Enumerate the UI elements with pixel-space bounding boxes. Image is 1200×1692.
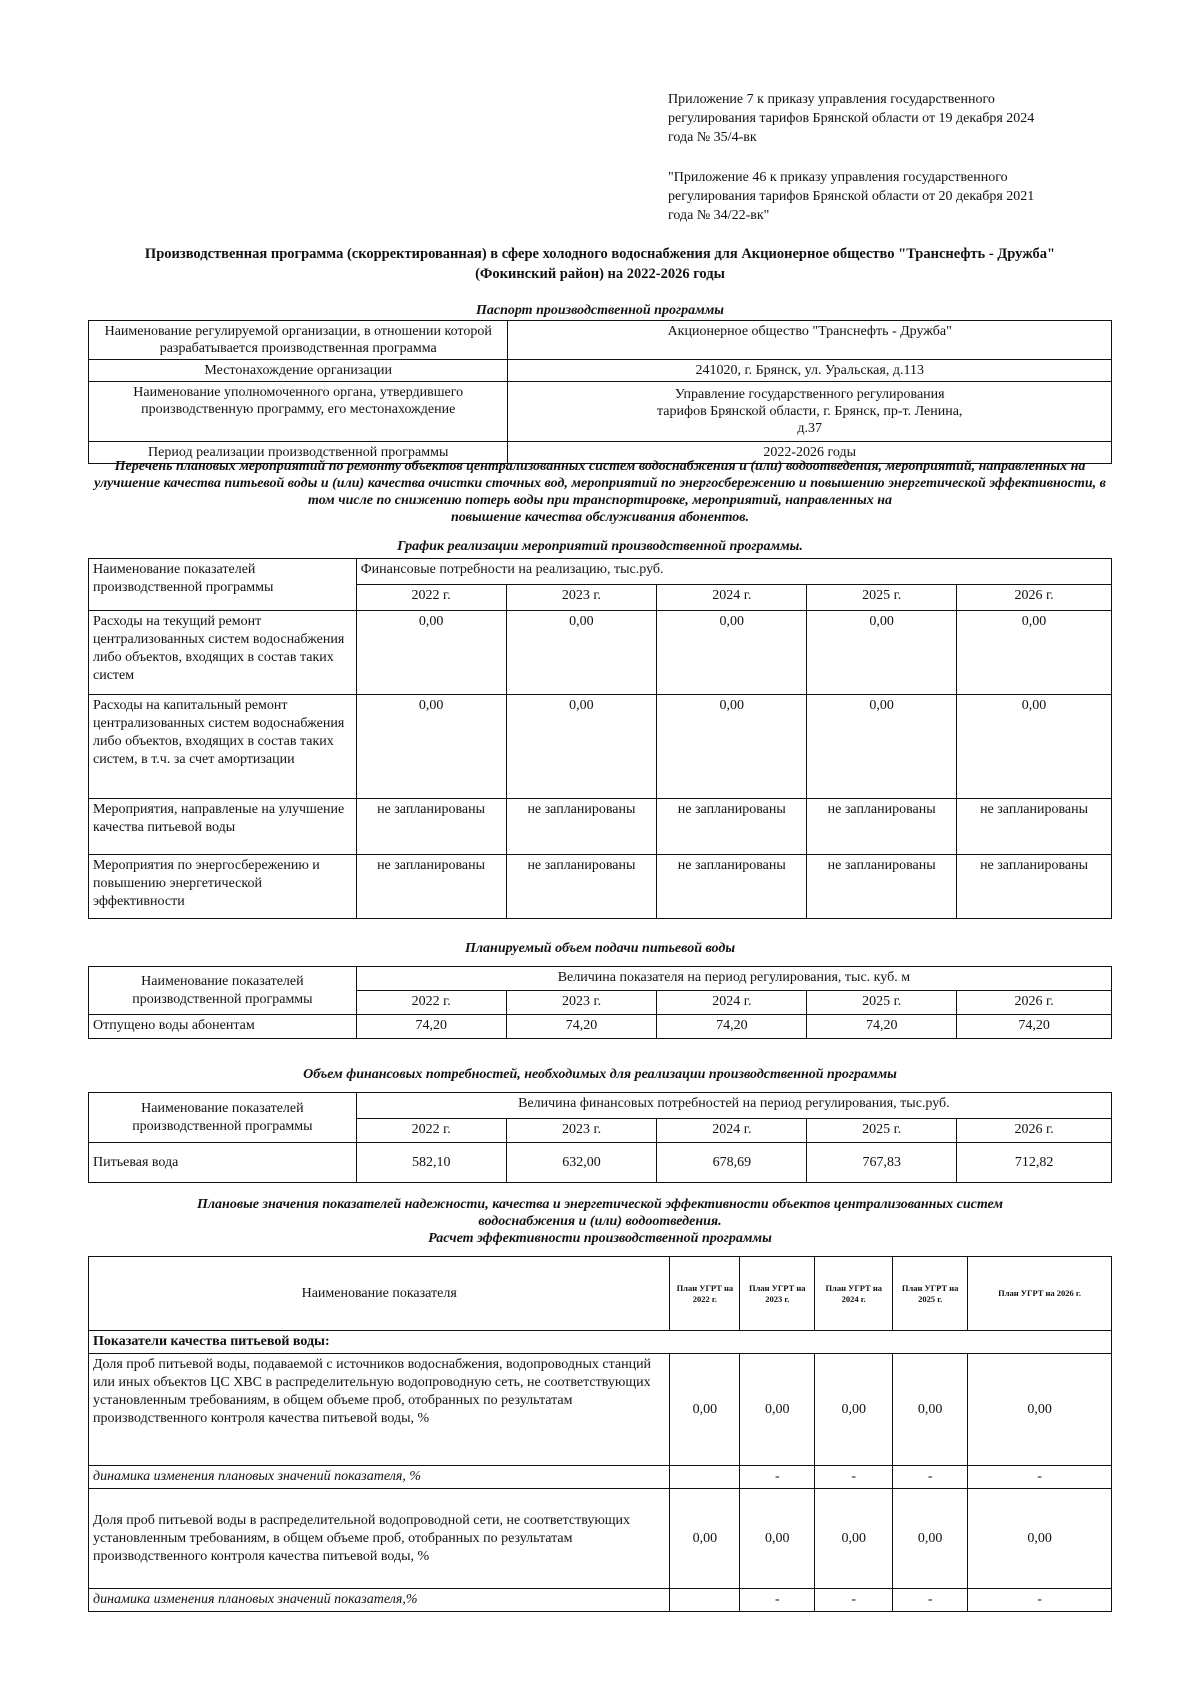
passport-label: Наименование регулируемой организации, в отношении которой разрабатывается производственная программа <box>89 321 508 360</box>
header-line: регулирования тарифов Брянской области от 20 декабря 2021 <box>668 189 1035 204</box>
cell-value: 767,83 <box>807 1143 957 1183</box>
year-header: 2022 г. <box>356 1119 506 1143</box>
passport-value: 241020, г. Брянск, ул. Уральская, д.113 <box>508 360 1112 382</box>
cell-value: 0,00 <box>968 1489 1112 1589</box>
cell-value: - <box>968 1589 1112 1612</box>
cell-value: 0,00 <box>815 1489 893 1589</box>
passport-label: Период реализации производственной программы <box>89 442 508 464</box>
year-header: 2025 г. <box>807 991 957 1015</box>
cell-value: 74,20 <box>506 1015 657 1039</box>
cell-value: 0,00 <box>657 695 807 799</box>
section-heading: Показатели качества питьевой воды: <box>89 1331 1112 1354</box>
row-label: Расходы на капитальный ремонт централизованных систем водоснабжения либо объектов, входящих в состав таких систем, в т.ч. за счет амортизации <box>89 695 357 799</box>
cell-value: 0,00 <box>957 695 1112 799</box>
table-row <box>89 382 1112 442</box>
cell-value: 582,10 <box>356 1143 506 1183</box>
table-row <box>89 360 1112 382</box>
row-label: Доля проб питьевой воды, подаваемой с источников водоснабжения, водопроводных станций или иных объектов ЦС ХВС в распределительную водопроводную сеть, не соответствующих установленным требованиям, в общем объеме проб, отобранных по результатам производственного контроля качества питьевой воды, % <box>89 1354 670 1466</box>
cell-value: 712,82 <box>957 1143 1112 1183</box>
cell-value: 74,20 <box>356 1015 506 1039</box>
cell-value: 0,00 <box>356 695 506 799</box>
plan-col-header: План УГРТ на 2025 г. <box>893 1257 968 1331</box>
schedule-col-label: Наименование показателей производственной программы <box>89 559 357 611</box>
supply-table <box>88 966 1112 1039</box>
row-label: Отпущено воды абонентам <box>89 1015 357 1039</box>
passport-value: Управление государственного регулирования тарифов Брянской области, г. Брянск, пр-т. Ленина, д.37 <box>508 382 1112 442</box>
title-line: (Фокинский район) на 2022-2026 годы <box>475 266 725 282</box>
cell-value: 678,69 <box>657 1143 807 1183</box>
caption-line: водоснабжения и (или) водоотведения. <box>478 1214 722 1229</box>
year-header: 2024 г. <box>657 585 807 611</box>
cell-value: не запланированы <box>957 855 1112 919</box>
header-line: "Приложение 46 к приказу управления государственного <box>668 170 1008 185</box>
table-row <box>89 321 1112 360</box>
table-row <box>89 799 1112 855</box>
cell-value: не запланированы <box>356 855 506 919</box>
cell-value: не запланированы <box>807 799 957 855</box>
year-header: 2023 г. <box>506 1119 657 1143</box>
row-label: динамика изменения плановых значений показателя, % <box>89 1466 670 1489</box>
header-line: Приложение 7 к приказу управления государственного <box>668 92 995 107</box>
cell-value: не запланированы <box>356 799 506 855</box>
year-header: 2022 г. <box>356 991 506 1015</box>
cell-value: - <box>740 1466 815 1489</box>
year-header: 2023 г. <box>506 585 657 611</box>
row-label: динамика изменения плановых значений показателя,% <box>89 1589 670 1612</box>
table-row <box>89 1257 1112 1331</box>
plan-col-header: План УГРТ на 2022 г. <box>670 1257 740 1331</box>
row-label: Мероприятия по энергосбережению и повышению энергетической эффективности <box>89 855 357 919</box>
year-header: 2025 г. <box>807 1119 957 1143</box>
passport-value: Акционерное общество "Транснефть - Дружба" <box>508 321 1112 360</box>
cell-value: не запланированы <box>807 855 957 919</box>
cell-value: - <box>893 1589 968 1612</box>
document-title <box>90 244 1110 284</box>
cell-value: не запланированы <box>506 799 657 855</box>
row-label: Доля проб питьевой воды в распределительной водопроводной сети, не соответствующих установленным требованиям, в общем объеме проб, отобранных по результатам производственного контроля качества питьевой воды, % <box>89 1489 670 1589</box>
cell-value: не запланированы <box>657 799 807 855</box>
cell-value: 74,20 <box>657 1015 807 1039</box>
table-row <box>89 1466 1112 1489</box>
indicator-col-label: Наименование показателя <box>89 1257 670 1331</box>
cell-value: не запланированы <box>506 855 657 919</box>
cell-value: 0,00 <box>893 1489 968 1589</box>
supply-col-label: Наименование показателей производственной программы <box>89 967 357 1015</box>
plan-col-header: План УГРТ на 2024 г. <box>815 1257 893 1331</box>
reliability-table <box>88 1256 1112 1612</box>
year-header: 2024 г. <box>657 1119 807 1143</box>
cell-value: 0,00 <box>957 611 1112 695</box>
schedule-table <box>88 558 1112 919</box>
cell-value: 632,00 <box>506 1143 657 1183</box>
row-label: Мероприятия, направленые на улучшение качества питьевой воды <box>89 799 357 855</box>
year-header: 2026 г. <box>957 585 1112 611</box>
cell-value: 0,00 <box>740 1354 815 1466</box>
cell-value: - <box>968 1466 1112 1489</box>
caption-line: Расчет эффективности производственной программы <box>428 1231 772 1246</box>
table-row <box>89 1331 1112 1354</box>
cell-value: - <box>893 1466 968 1489</box>
cell-value: не запланированы <box>957 799 1112 855</box>
supply-value-label: Величина показателя на период регулирования, тыс. куб. м <box>356 967 1111 991</box>
appendix-7-header <box>668 90 1108 147</box>
header-line: года № 34/22-вк" <box>668 208 770 223</box>
table-row <box>89 855 1112 919</box>
table-row <box>89 1093 1112 1119</box>
table-row <box>89 1589 1112 1612</box>
title-line: Производственная программа (скорректированная) в сфере холодного водоснабжения для Акционерное общество "Транснефть - Дружба" <box>144 246 1056 262</box>
year-header: 2025 г. <box>807 585 957 611</box>
cell-value: 0,00 <box>356 611 506 695</box>
finance-col-label: Наименование показателей производственной программы <box>89 1093 357 1143</box>
appendix-46-header <box>668 168 1108 225</box>
table-row <box>89 1489 1112 1589</box>
year-header: 2023 г. <box>506 991 657 1015</box>
row-label: Питьевая вода <box>89 1143 357 1183</box>
cell-value <box>670 1466 740 1489</box>
cell-value: - <box>815 1589 893 1612</box>
cell-value: 0,00 <box>807 695 957 799</box>
table-row <box>89 559 1112 585</box>
passport-label: Наименование уполномоченного органа, утвердившего производственную программу, его местонахождение <box>89 382 508 442</box>
cell-value: не запланированы <box>657 855 807 919</box>
row-label: Расходы на текущий ремонт централизованных систем водоснабжения либо объектов, входящих в состав таких систем <box>89 611 357 695</box>
plan-col-header: План УГРТ на 2023 г. <box>740 1257 815 1331</box>
finance-needs-label: Финансовые потребности на реализацию, тыс.руб. <box>356 559 1111 585</box>
caption-line: Перечень плановых мероприятий по ремонту объектов централизованных систем водоснабжения и (или) водоотведения, мероприятий, направленных на улучшение качества питьевой воды и (или) качества очистки сточных вод, мероприятий по энергосбережению и повышению энергетической эффективности, в том числе по снижению потерь воды при транспортировке, мероприятий, направленных на <box>94 459 1106 508</box>
table-row <box>89 1143 1112 1183</box>
cell-value: 0,00 <box>670 1489 740 1589</box>
year-header: 2024 г. <box>657 991 807 1015</box>
table-row <box>89 967 1112 991</box>
cell-value: 0,00 <box>670 1354 740 1466</box>
header-line: регулирования тарифов Брянской области от 19 декабря 2024 <box>668 111 1035 126</box>
finance-caption: Объем финансовых потребностей, необходимых для реализации производственной программы <box>303 1067 897 1082</box>
schedule-caption: График реализации мероприятий производственной программы. <box>397 539 803 554</box>
year-header: 2026 г. <box>957 991 1112 1015</box>
header-line: года № 35/4-вк <box>668 130 757 145</box>
cell-value: - <box>740 1589 815 1612</box>
cell-value <box>670 1589 740 1612</box>
cell-value: 0,00 <box>968 1354 1112 1466</box>
plan-col-header: План УГРТ на 2026 г. <box>968 1257 1112 1331</box>
finance-value-label: Величина финансовых потребностей на период регулирования, тыс.руб. <box>356 1093 1111 1119</box>
supply-caption: Планируемый объем подачи питьевой воды <box>464 941 736 956</box>
cell-value: 0,00 <box>893 1354 968 1466</box>
passport-label: Местонахождение организации <box>89 360 508 382</box>
cell-value: 74,20 <box>957 1015 1112 1039</box>
cell-value: 0,00 <box>506 611 657 695</box>
cell-value: 0,00 <box>657 611 807 695</box>
cell-value: - <box>815 1466 893 1489</box>
measures-caption <box>80 458 1120 526</box>
cell-value: 74,20 <box>807 1015 957 1039</box>
reliability-caption <box>80 1196 1120 1247</box>
year-header: 2022 г. <box>356 585 506 611</box>
passport-caption: Паспорт производственной программы <box>475 303 725 318</box>
caption-line: повышение качества обслуживания абонентов. <box>450 510 750 525</box>
finance-table <box>88 1092 1112 1183</box>
table-row <box>89 1354 1112 1466</box>
cell-value: 0,00 <box>807 611 957 695</box>
cell-value: 0,00 <box>740 1489 815 1589</box>
passport-table <box>88 320 1112 464</box>
year-header: 2026 г. <box>957 1119 1112 1143</box>
table-row <box>89 695 1112 799</box>
cell-value: 0,00 <box>815 1354 893 1466</box>
passport-value: 2022-2026 годы <box>508 442 1112 464</box>
table-row <box>89 611 1112 695</box>
table-row <box>89 1015 1112 1039</box>
caption-line: Плановые значения показателей надежности, качества и энергетической эффективности объектов централизованных систем <box>196 1197 1004 1212</box>
cell-value: 0,00 <box>506 695 657 799</box>
